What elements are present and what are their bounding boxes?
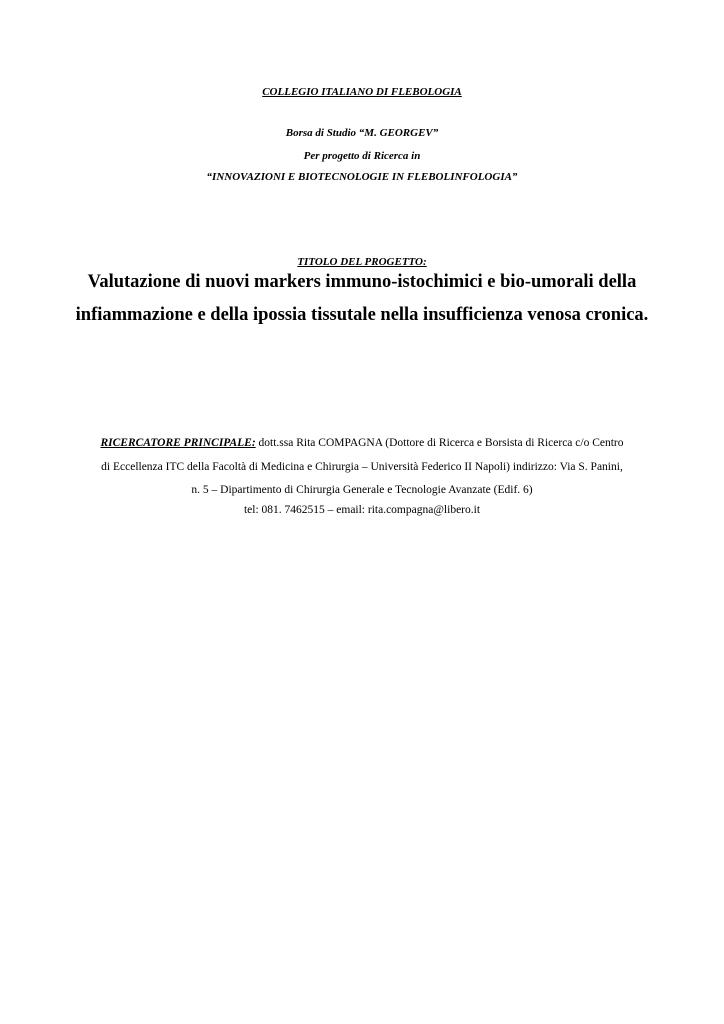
researcher-line-2: di Eccellenza ITC della Facoltà di Medicina e Chirurgia – Università Federico II Napoli) indirizzo: Via S. Panini,: [101, 461, 623, 473]
project-title-label: TITOLO DEL PROGETTO:: [297, 256, 427, 268]
project-title-line-2: infiammazione e della ipossia tissutale nella insufficienza venosa cronica.: [75, 305, 649, 325]
researcher-line-1: [0, 436, 724, 450]
project-type: Per progetto di Ricerca in: [303, 150, 421, 162]
scholarship-name: Borsa di Studio “M. GEORGEV”: [285, 127, 439, 139]
researcher-name-affiliation: dott.ssa Rita COMPAGNA (Dottore di Ricerca e Borsista di Ricerca c/o Centro: [255, 437, 624, 449]
researcher-contact: tel: 081. 7462515 – email: rita.compagna@libero.it: [243, 504, 481, 516]
college-heading: COLLEGIO ITALIANO DI FLEBOLOGIA: [262, 86, 462, 98]
project-title-line-1: Valutazione di nuovi markers immuno-istochimici e bio-umorali della: [87, 272, 637, 292]
researcher-label: RICERCATORE PRINCIPALE:: [100, 437, 256, 449]
research-field: “INNOVAZIONI E BIOTECNOLOGIE IN FLEBOLINFOLOGIA”: [206, 171, 518, 183]
researcher-line-3: n. 5 – Dipartimento di Chirurgia Generale e Tecnologie Avanzate (Edif. 6): [191, 484, 533, 496]
